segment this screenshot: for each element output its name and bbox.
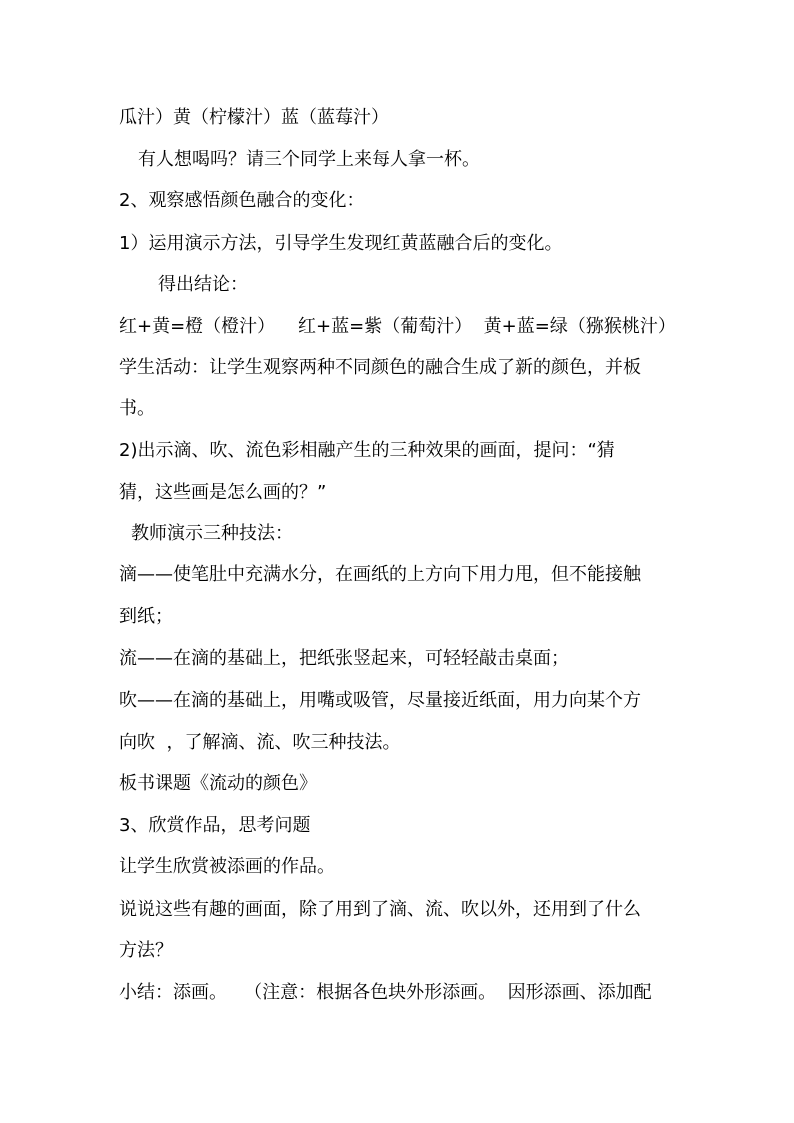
text-line: 瓜汁）黄（柠檬汁）蓝（蓝莓汁） — [119, 107, 389, 128]
text-line: 红+黄=橙（橙汁） 红+蓝=紫（葡萄汁） 黄+蓝=绿（猕猴桃汁） — [119, 316, 676, 337]
text-line: 教师演示三种技法： — [131, 523, 293, 544]
text-line: 板书课题《流动的颜色》 — [119, 773, 317, 794]
text-line: 有人想喝吗？请三个同学上来每人拿一杯。 — [138, 149, 480, 170]
text-line: 学生活动：让学生观察两种不同颜色的融合生成了新的颜色，并板 — [119, 357, 641, 378]
text-line: 1）运用演示方法，引导学生发现红黄蓝融合后的变化。 — [119, 233, 563, 254]
text-line: 滴——使笔肚中充满水分，在画纸的上方向下用力甩，但不能接触 — [119, 564, 641, 585]
text-line: 小结：添画。 （注意：根据各色块外形添画。 因形添画、添加配 — [119, 982, 652, 1003]
text-line: 猜，这些画是怎么画的？” — [119, 482, 327, 503]
text-line: 方法？ — [119, 940, 173, 961]
text-line: 书。 — [119, 398, 155, 419]
text-line: 向吹 ，了解滴、流、吹三种技法。 — [119, 732, 401, 753]
text-line: 流——在滴的基础上，把纸张竖起来，可轻轻敲击桌面； — [119, 648, 569, 669]
text-line: 得出结论： — [158, 274, 248, 295]
text-line: 说说这些有趣的画面，除了用到了滴、流、吹以外，还用到了什么 — [119, 899, 641, 920]
section-heading: 2、观察感悟颜色融合的变化： — [119, 190, 365, 211]
text-line: 吹——在滴的基础上，用嘴或吸管，尽量接近纸面，用力向某个方 — [119, 690, 641, 711]
section-heading: 3、欣赏作品，思考问题 — [119, 815, 311, 836]
text-line: 2)出示滴、吹、流色彩相融产生的三种效果的画面，提问：“猜 — [119, 440, 615, 461]
text-line: 让学生欣赏被添画的作品。 — [119, 856, 335, 877]
text-line: 到纸； — [119, 606, 173, 627]
